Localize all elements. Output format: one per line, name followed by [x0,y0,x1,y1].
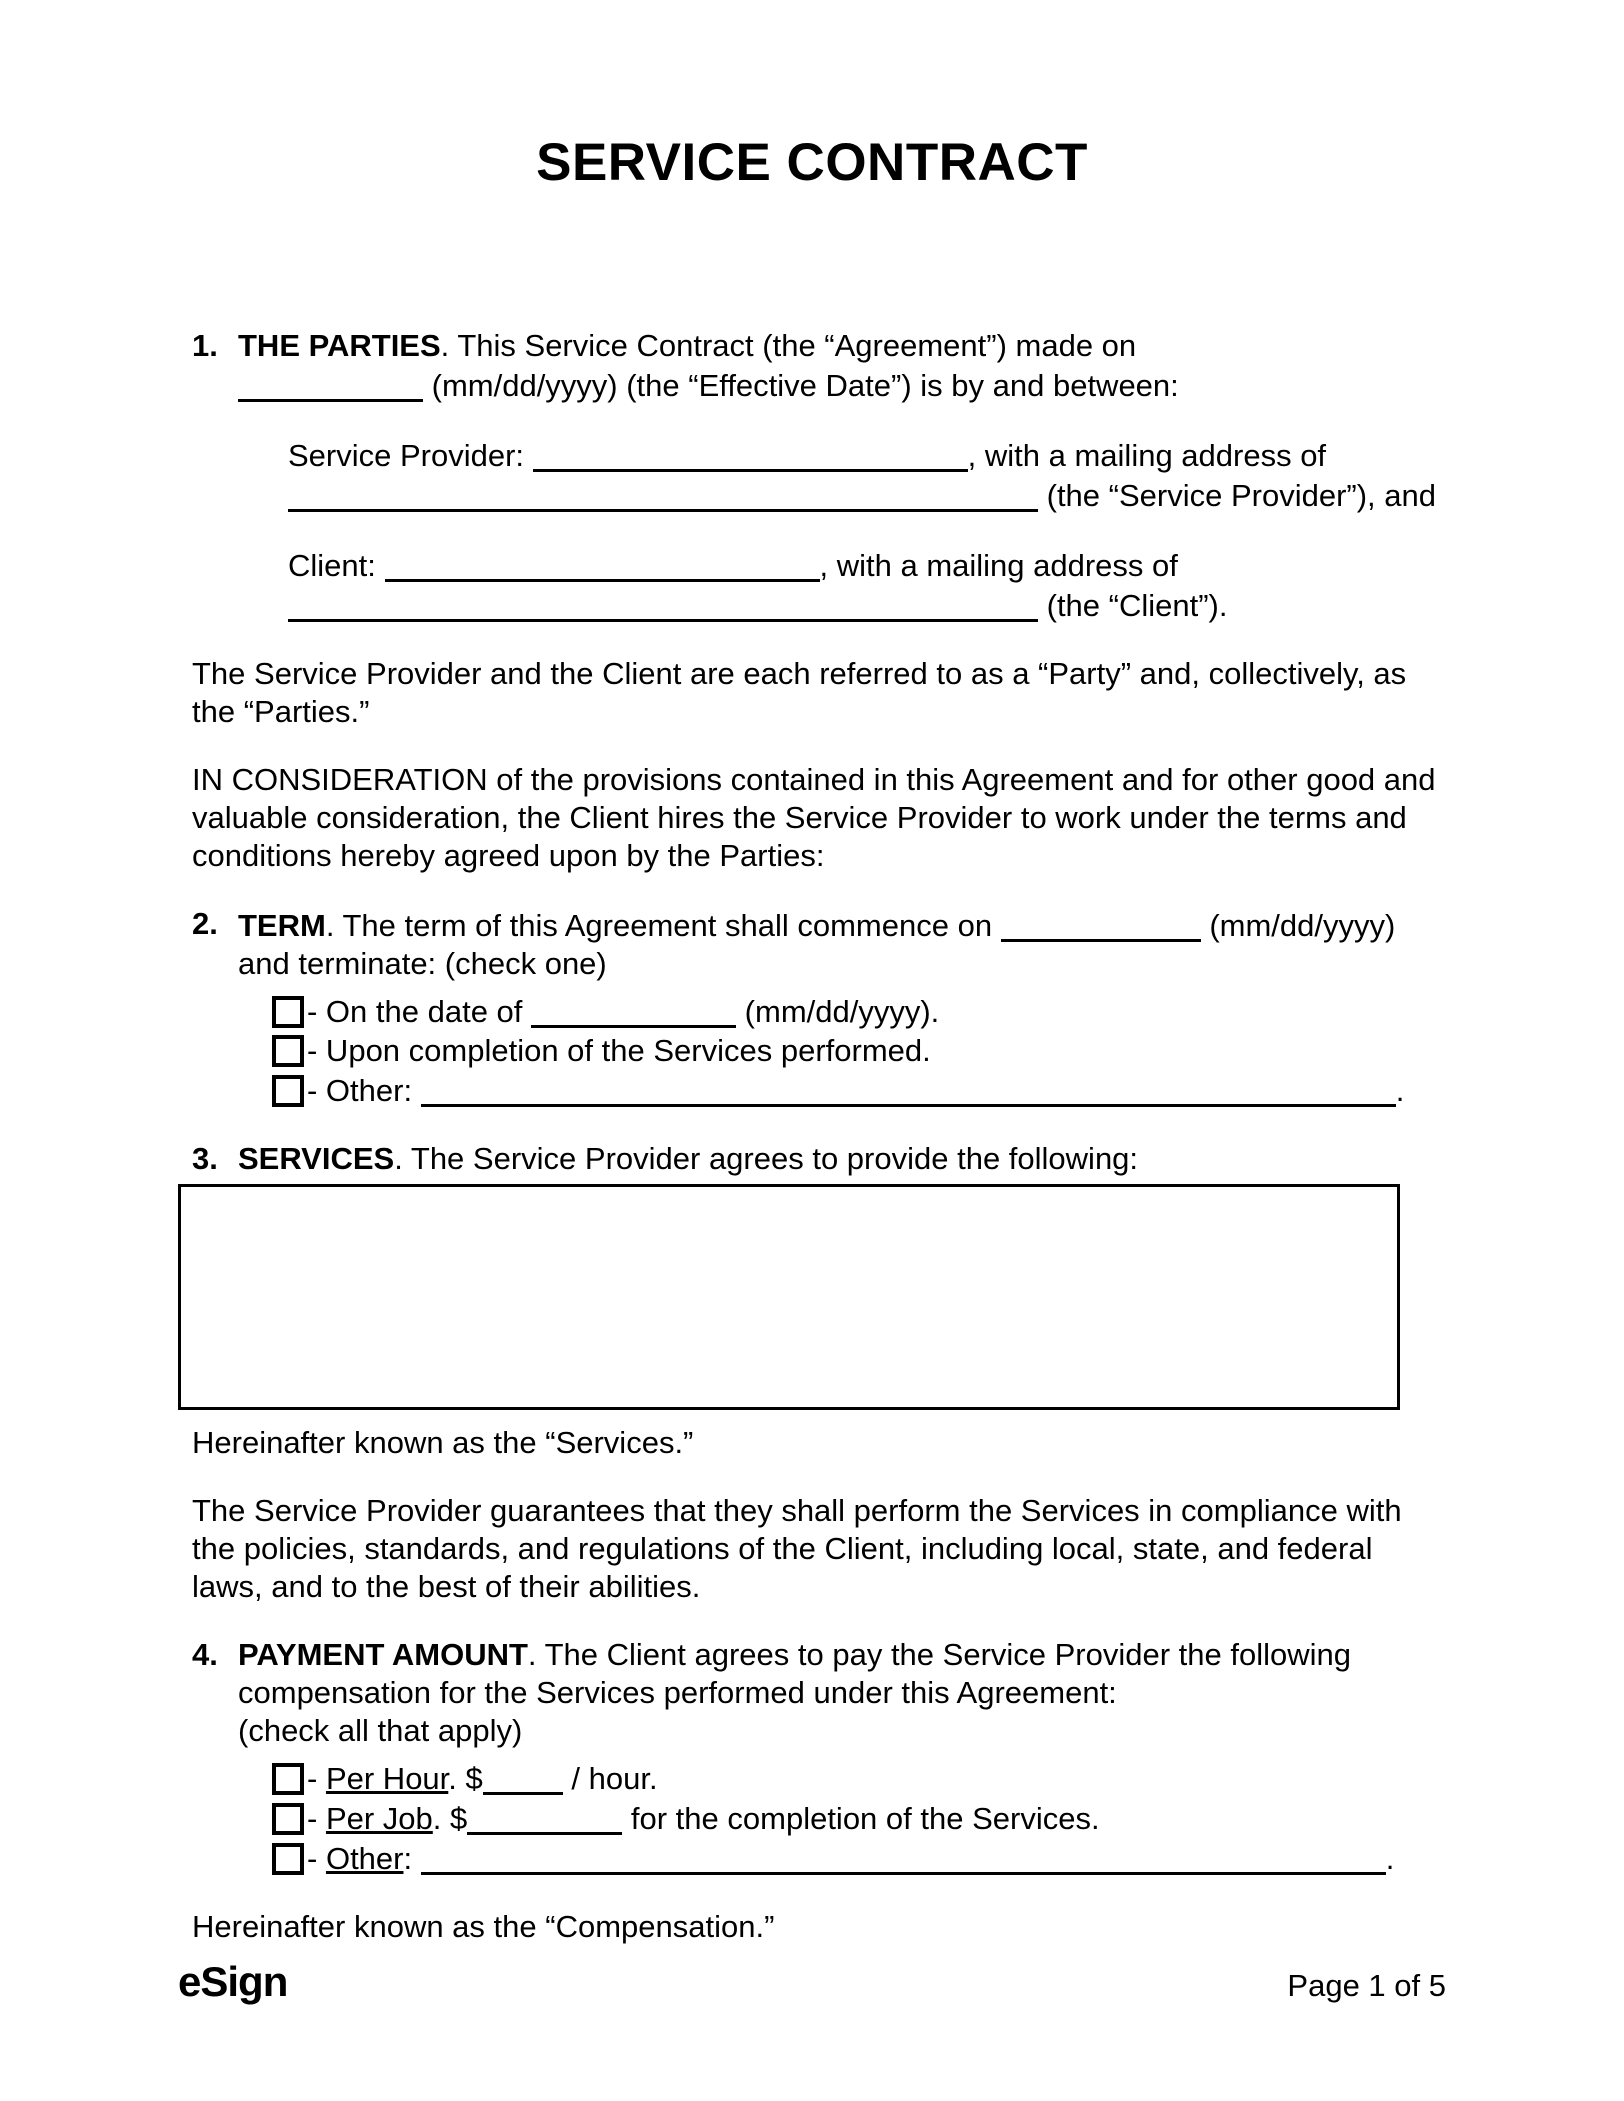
section-2-number: 2. [192,906,218,941]
term-other-blank[interactable] [421,1070,1396,1107]
provider-address-blank[interactable] [288,475,1038,512]
client-after-name-text: , with a mailing address of [819,548,1178,583]
services-guarantee-paragraph: The Service Provider guarantees that they shall perform the Services in compliance with the policies, standards, and regulations of the Client, including local, state, and federal laws, and to the best of their abilities. [192,1493,1402,1604]
provider-after-address-text: (the “Service Provider”), and [1046,478,1436,513]
term-other-option-text: - Other: [307,1073,413,1108]
term-date-option-text: - On the date of [307,994,523,1029]
term-completion-option-text: - Upon completion of the Services performed. [307,1033,931,1068]
per-job-label: Per Job [325,1801,433,1836]
term-other-option-suffix: . [1395,1073,1405,1108]
per-hour-checkbox[interactable] [272,1763,304,1795]
section-1-parties-heading [178,327,1446,405]
document-title: SERVICE CONTRACT [536,133,1088,192]
payment-other-suffix: . [1385,1841,1395,1876]
compensation-caption-paragraph: Hereinafter known as the “Compensation.” [192,1909,775,1944]
services-caption-paragraph: Hereinafter known as the “Services.” [192,1425,694,1460]
section-3-intro-paragraph [238,1140,1446,1178]
payment-other-checkbox[interactable] [272,1843,304,1875]
client-block [288,545,1446,625]
per-job-after-label: . $ [432,1801,468,1836]
provider-after-name-text: , with a mailing address of [967,438,1327,473]
section-4-number: 4. [192,1637,218,1672]
section-1-intro-text: . This Service Contract (the “Agreement”) made on [440,328,1137,363]
section-1-intro-after-blank: (mm/dd/yyyy) (the “Effective Date”) is by and between: [431,368,1179,403]
term-date-option-suffix: (mm/dd/yyyy). [744,994,940,1029]
section-2-term-heading [178,905,1446,983]
section-4-heading-label: PAYMENT AMOUNT [238,1637,528,1672]
payment-per-hour-row [272,1758,1446,1798]
per-hour-dash: - [307,1761,318,1796]
section-2-intro-paragraph [238,905,1446,983]
section-1-heading-label: THE PARTIES [238,328,441,363]
section-3-services-heading [178,1140,1446,1178]
section-3-number: 3. [192,1141,218,1176]
term-start-date-blank[interactable] [1001,905,1201,942]
per-job-checkbox[interactable] [272,1803,304,1835]
per-hour-after-label: . $ [448,1761,483,1796]
section-2-heading-label: TERM [238,908,326,943]
section-4-payment-heading [178,1636,1446,1750]
payment-other-blank[interactable] [421,1838,1386,1875]
payment-other-dash: - [307,1841,318,1876]
service-provider-block [288,435,1446,515]
term-date-checkbox[interactable] [272,996,304,1028]
section-3-heading-label: SERVICES [238,1141,395,1176]
section-1-intro-paragraph [238,327,1446,405]
per-hour-suffix: / hour. [571,1761,658,1796]
esign-logo: eSign [178,1958,288,2005]
per-job-rate-blank[interactable] [467,1798,622,1835]
per-hour-rate-blank[interactable] [483,1758,563,1795]
effective-date-blank[interactable] [238,365,423,402]
section-1-number: 1. [192,328,218,363]
payment-per-job-row [272,1798,1446,1838]
client-name-blank[interactable] [385,545,820,582]
per-job-dash: - [307,1801,318,1836]
section-2-intro-after-blank: (mm/dd/yyyy) [1209,908,1396,943]
client-label: Client: [288,548,376,583]
per-job-suffix: for the completion of the Services. [630,1801,1100,1836]
services-input-box[interactable] [178,1184,1400,1410]
payment-other-row [272,1838,1446,1878]
section-2-intro-text: . The term of this Agreement shall commence on [325,908,993,943]
section-4-intro-paragraph [238,1636,1446,1750]
section-3-intro-text: . The Service Provider agrees to provide the following: [394,1141,1139,1176]
payment-options-group [178,1758,1446,1878]
section-2-line2-text: and terminate: (check one) [238,946,607,981]
parties-definition-paragraph: The Service Provider and the Client are each referred to as a “Party” and, collectively, as the “Parties.” [192,656,1407,729]
page-footer [178,1958,1446,2005]
term-option-other-row [272,1070,1446,1110]
provider-name-blank[interactable] [533,435,968,472]
term-completion-checkbox[interactable] [272,1035,304,1067]
term-end-date-blank[interactable] [531,991,736,1028]
section-4-line2-text: (check all that apply) [238,1713,523,1748]
term-other-checkbox[interactable] [272,1075,304,1107]
payment-other-label: Other [325,1841,404,1876]
consideration-paragraph: IN CONSIDERATION of the provisions contained in this Agreement and for other good and valuable consideration, the Client hires the Service Provider to work under the terms and conditions hereby agreed upon by the Parties: [192,762,1436,873]
payment-other-after-label: : [403,1841,413,1876]
client-after-address-text: (the “Client”). [1046,588,1228,623]
section-4-intro-text: . The Client agrees to pay the Service Provider the following compensation for the Services performed under this Agreement: [238,1637,1352,1710]
service-provider-label: Service Provider: [288,438,525,473]
term-options-group [178,991,1446,1110]
term-option-completion-row [272,1031,1446,1070]
per-hour-label: Per Hour [325,1761,449,1796]
client-address-blank[interactable] [288,585,1038,622]
page-number: Page 1 of 5 [1287,1968,1446,2003]
term-option-date-row [272,991,1446,1031]
